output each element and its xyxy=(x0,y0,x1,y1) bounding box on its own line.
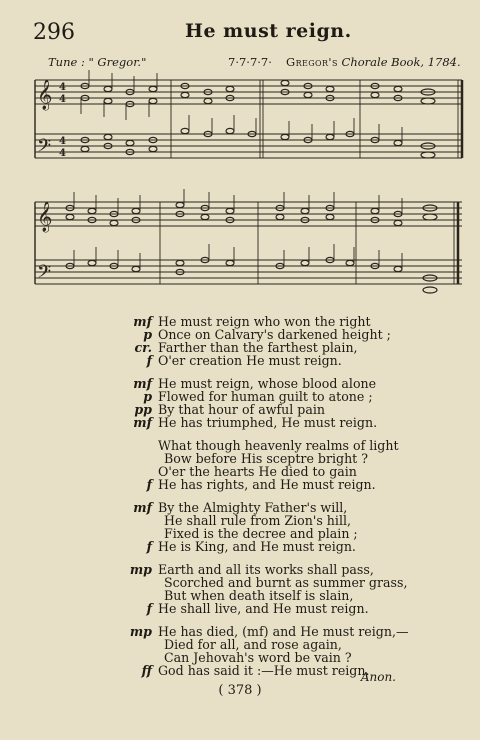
lyric-text: Scorched and burnt as summer grass, xyxy=(164,575,408,590)
lyric-text: He has died, (mf) and He must reign,— xyxy=(158,624,409,639)
music-system-1 xyxy=(30,70,470,170)
lyric-text: He shall rule from Zion's hill, xyxy=(164,513,351,528)
dynamic-mark: mf xyxy=(133,500,152,515)
dynamic-mark: cr. xyxy=(134,340,152,355)
dynamic-mark: mf xyxy=(133,415,152,430)
lyric-text: Fixed is the decree and plain ; xyxy=(164,526,358,541)
tune-meter: 7·7·7·7· xyxy=(228,55,272,69)
tune-book: Chorale Book, 1784. xyxy=(341,55,461,69)
page-footer-number: ( 378 ) xyxy=(218,683,262,698)
dynamic-mark: mf xyxy=(133,314,152,329)
hymn-author: Anon. xyxy=(360,670,396,684)
lyric-text: By that hour of awful pain xyxy=(158,402,325,417)
music-system-2 xyxy=(30,188,470,300)
music-score-1 xyxy=(30,70,470,170)
dynamic-mark: mp xyxy=(129,562,152,577)
dynamic-mark: f xyxy=(146,601,152,616)
svg-text:4: 4 xyxy=(59,94,66,105)
dynamic-mark: pp xyxy=(134,402,152,417)
dynamic-mark: ff xyxy=(141,663,152,678)
lyric-text: By the Almighty Father's will, xyxy=(158,500,348,515)
lyric-text: O'er the hearts He died to gain xyxy=(158,464,357,479)
lyric-text: He has rights, and He must reign. xyxy=(158,477,376,492)
music-score-2 xyxy=(30,188,470,300)
lyric-text: He must reign who won the right xyxy=(158,314,371,329)
lyric-text: Can Jehovah's word be vain ? xyxy=(164,650,352,665)
svg-text:𝄞: 𝄞 xyxy=(37,80,53,110)
lyric-text: Died for all, and rose again, xyxy=(164,637,342,652)
lyric-text: O'er creation He must reign. xyxy=(158,353,342,368)
dynamic-mark: mf xyxy=(133,376,152,391)
lyric-text: But when death itself is slain, xyxy=(164,588,354,603)
lyric-text: He must reign, whose blood alone xyxy=(158,376,377,391)
dynamic-mark: f xyxy=(146,353,152,368)
dynamic-mark: mp xyxy=(129,624,152,639)
lyric-text: Flowed for human guilt to atone ; xyxy=(158,389,373,404)
svg-text:4: 4 xyxy=(59,82,66,93)
dynamic-mark: f xyxy=(146,477,152,492)
lyric-text: Farther than the farthest plain, xyxy=(158,340,358,355)
svg-text:4: 4 xyxy=(59,136,66,147)
page-number: 296 xyxy=(33,20,75,45)
lyric-text: He is King, and He must reign. xyxy=(158,539,356,554)
svg-text:𝄢: 𝄢 xyxy=(37,262,52,287)
svg-text:𝄢: 𝄢 xyxy=(37,136,52,161)
svg-text:4: 4 xyxy=(59,148,66,159)
dynamic-mark: f xyxy=(146,539,152,554)
hymn-title: He must reign. xyxy=(185,20,352,42)
lyric-text: What though heavenly realms of light xyxy=(158,438,399,453)
tune-name: Tune : " Gregor." xyxy=(48,55,147,69)
lyric-text: Once on Calvary's darkened height ; xyxy=(158,327,391,342)
lyric-text: Bow before His sceptre bright ? xyxy=(164,451,368,466)
dynamic-mark: p xyxy=(143,327,152,342)
lyric-text: He has triumphed, He must reign. xyxy=(158,415,378,430)
dynamic-mark: p xyxy=(143,389,152,404)
lyric-text: Earth and all its works shall pass, xyxy=(158,562,374,577)
svg-text:𝄞: 𝄞 xyxy=(37,202,53,232)
lyric-text: He shall live, and He must reign. xyxy=(158,601,369,616)
tune-source xyxy=(286,55,461,69)
lyric-text: God has said it :—He must reign. xyxy=(158,663,370,678)
tune-composer: Gregor's xyxy=(286,55,338,69)
